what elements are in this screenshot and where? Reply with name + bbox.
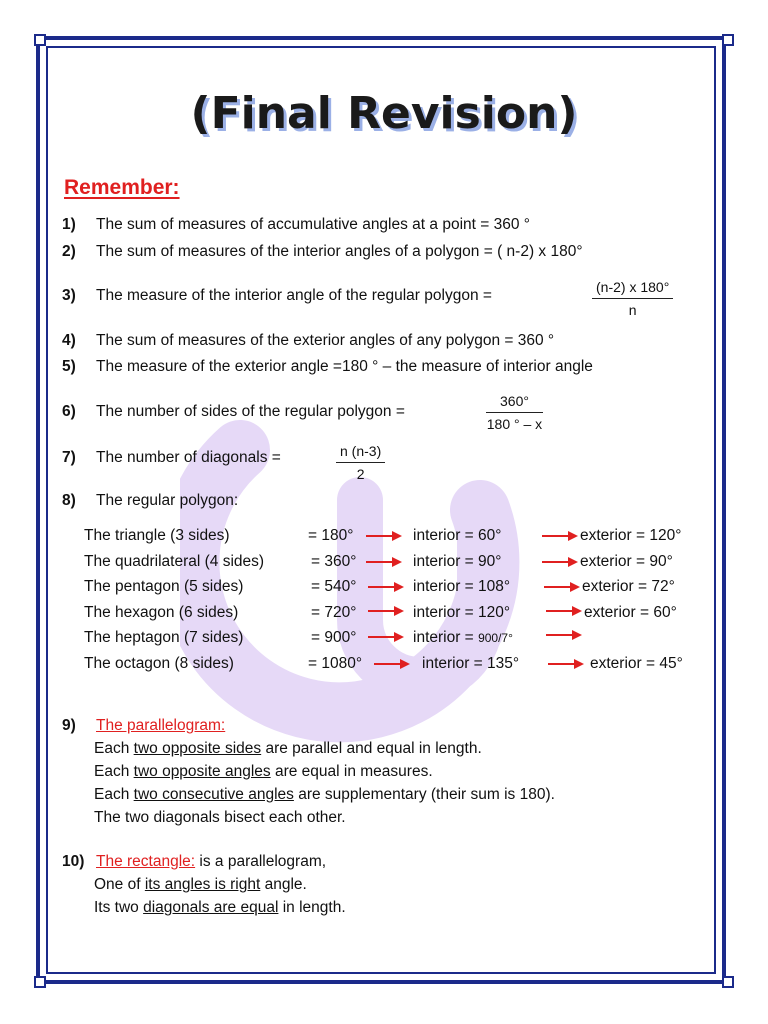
parallelogram-line: Each two opposite angles are equal in measures. — [94, 763, 433, 780]
item-number: 4) — [62, 332, 76, 349]
arrow-icon — [368, 606, 404, 616]
fraction — [592, 279, 673, 318]
polygon-exterior: exterior = 45° — [590, 655, 683, 672]
polygon-angle-sum: = 180° — [308, 527, 354, 544]
item-number: 9) — [62, 717, 76, 734]
item-number: 5) — [62, 358, 76, 375]
item-text: The number of sides of the regular polygon = — [96, 403, 405, 420]
arrow-icon — [374, 659, 410, 669]
item-number: 1) — [62, 216, 76, 233]
fraction — [486, 393, 543, 432]
arrow-icon — [544, 582, 580, 592]
polygon-name: The hexagon (6 sides) — [84, 604, 239, 621]
arrow-icon — [546, 606, 582, 616]
polygon-interior: interior = 90° — [413, 553, 502, 570]
item-number: 6) — [62, 403, 76, 420]
polygon-name: The heptagon (7 sides) — [84, 629, 244, 646]
item-text: The measure of the interior angle of the regular polygon = — [96, 287, 492, 304]
parallelogram-heading: The parallelogram: — [96, 717, 226, 734]
fraction — [336, 443, 385, 482]
item-text: The sum of measures of the interior angles of a polygon = ( n-2) x 180° — [96, 243, 583, 260]
item-text: The sum of measures of accumulative angles at a point = 360 ° — [96, 216, 530, 233]
polygon-name: The pentagon (5 sides) — [84, 578, 244, 595]
fraction-denominator: 180 ° – x — [486, 416, 543, 432]
polygon-exterior: exterior = 120° — [580, 527, 682, 544]
border-corner — [722, 976, 734, 988]
polygon-name: The triangle (3 sides) — [84, 527, 230, 544]
fraction-denominator: n — [628, 302, 637, 318]
arrow-icon — [366, 531, 402, 541]
arrow-icon — [368, 582, 404, 592]
fraction-numerator: (n-2) x 180° — [592, 279, 673, 299]
border-corner — [722, 34, 734, 46]
polygon-angle-sum: = 540° — [311, 578, 357, 595]
item-number: 8) — [62, 492, 76, 509]
polygon-interior: interior = 120° — [413, 604, 511, 621]
rectangle-heading-line: The rectangle: is a parallelogram, — [96, 853, 327, 870]
arrow-icon — [546, 630, 582, 640]
item-number: 3) — [62, 287, 76, 304]
border-corner — [34, 976, 46, 988]
polygon-exterior: exterior = 90° — [580, 553, 673, 570]
interior-label: interior = — [413, 629, 474, 646]
rectangle-heading: The rectangle: — [96, 853, 196, 870]
polygon-name: The octagon (8 sides) — [84, 655, 234, 672]
arrow-icon — [542, 531, 578, 541]
fraction-denominator: 2 — [356, 466, 365, 482]
polygon-interior: interior = 108° — [413, 578, 511, 595]
fraction-numerator: 360° — [486, 393, 543, 413]
polygon-angle-sum: = 1080° — [308, 655, 363, 672]
item-text: The number of diagonals = — [96, 449, 281, 466]
polygon-exterior: exterior = 72° — [582, 578, 675, 595]
page-title: (Final Revision) — [190, 88, 578, 139]
polygon-angle-sum: = 360° — [311, 553, 357, 570]
polygon-interior: interior = 135° — [422, 655, 520, 672]
polygon-angle-sum: = 720° — [311, 604, 357, 621]
polygon-interior: interior = 60° — [413, 527, 502, 544]
interior-value: 900/7° — [478, 631, 513, 645]
item-text: The regular polygon: — [96, 492, 239, 509]
item-number: 2) — [62, 243, 76, 260]
parallelogram-line: Each two consecutive angles are supplementary (their sum is 180). — [94, 786, 555, 803]
rectangle-line: Its two diagonals are equal in length. — [94, 899, 346, 916]
item-text: The sum of measures of the exterior angles of any polygon = 360 ° — [96, 332, 555, 349]
polygon-name: The quadrilateral (4 sides) — [84, 553, 265, 570]
arrow-icon — [548, 659, 584, 669]
polygon-angle-sum: = 900° — [311, 629, 357, 646]
arrow-icon — [366, 557, 402, 567]
rectangle-line: One of its angles is right angle. — [94, 876, 307, 893]
remember-heading: Remember: — [64, 176, 180, 199]
arrow-icon — [542, 557, 578, 567]
polygon-interior — [413, 629, 513, 647]
item-number: 10) — [62, 853, 85, 870]
arrow-icon — [368, 632, 404, 642]
item-text: The measure of the exterior angle =180 ° – the measure of interior angle — [96, 358, 593, 375]
parallelogram-line: Each two opposite sides are parallel and equal in length. — [94, 740, 482, 757]
parallelogram-line: The two diagonals bisect each other. — [94, 809, 346, 826]
item-number: 7) — [62, 449, 76, 466]
fraction-numerator: n (n-3) — [336, 443, 385, 463]
border-corner — [34, 34, 46, 46]
polygon-exterior: exterior = 60° — [584, 604, 677, 621]
